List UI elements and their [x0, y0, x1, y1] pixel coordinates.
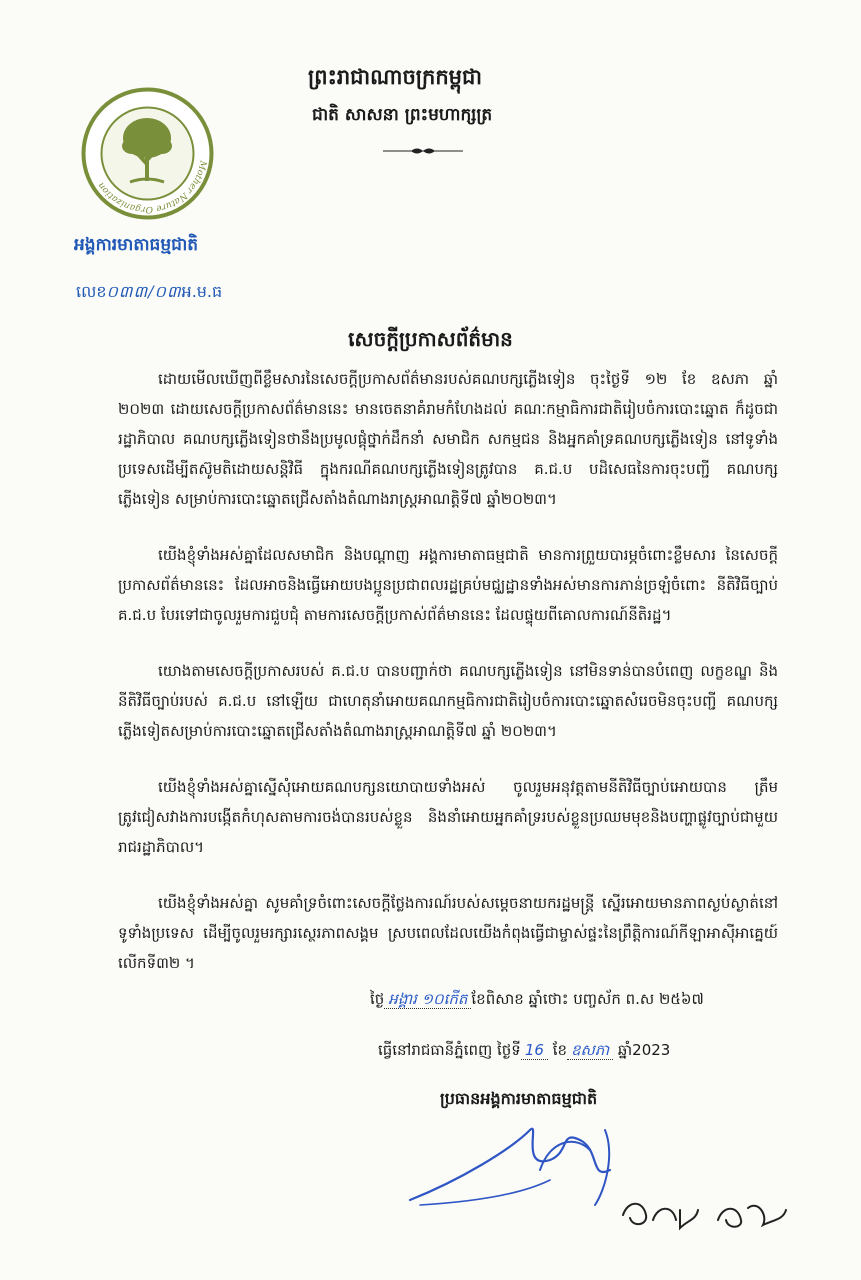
- lunar-date-line: [370, 990, 704, 1012]
- made-day: 16: [521, 1041, 548, 1060]
- document-body: [118, 364, 778, 1004]
- national-motto: ជាតិ សាសនា ព្រះមហាក្សត្រ: [312, 105, 493, 125]
- ref-prefix: លេខ: [76, 282, 107, 301]
- reference-number: [76, 281, 222, 305]
- paragraph-5: យើងខ្ញុំទាំងអស់គ្នា សូមគាំទ្រចំពោះសេចក្តីថ្លែងការណ៍របស់សម្តេចនាយករដ្ឋមន្ត្រី ស្នើរអោយមានភាពស្ងប់ស្ងាត់នៅទូទាំងប្រទេស ដើម្បីចូលរួមរក្សារស្ថេរភាពសង្គម ស្របពេលដែលយើងកំពុងធ្វើជាម្ចាស់ផ្ទះនៃព្រឹត្តិការណ៍កីឡាអាស៊ីអាគ្នេយ៍លើកទី៣២ ។: [118, 894, 778, 972]
- organization-logo-icon: [80, 86, 215, 221]
- ref-number: ០៣៣/០៣: [106, 282, 182, 301]
- paragraph-2: យើងខ្ញុំទាំងអស់គ្នាដែលសមាជិក និងបណ្តាញ អង្គការមាតាធម្មជាតិ មានការព្រួយបារម្ភចំពោះខ្លឹមសារ នៃសេចក្តីប្រកាសព័ត៌មាននេះ ដែលអាចនិងធ្វើអោយបងប្អូនប្រជាពលរដ្ឋគ្រប់មជ្ឈដ្ឋានទាំងអស់មានការភាន់ច្រឡំចំពោះ នីតិវិធីច្បាប់ គ.ជ.ប បែរទៅជាចូលរួមការជួបជុំ តាមការសេចក្តីប្រកាស់ព័ត៌មាននេះ ដែលផ្ទុយពីគោលការណ៍នីតិរដ្ឋ។: [118, 546, 778, 624]
- paragraph-4: យើងខ្ញុំទាំងអស់គ្នាស្នើសុំអោយគណបក្សនយោបាយទាំងអស់ ចូលរួមអនុវត្តតាមនីតិវិធីច្បាប់អោយបាន ត្រឹមត្រូវជៀសវាងការបង្កើតកំហុសតាមការចង់បានរបស់ខ្លួន និងនាំអោយអ្នកគាំទ្ររបស់ខ្លួនប្រឈមមុខនិងបញ្ហាផ្លូវច្បាប់ជាមួយរាជរដ្ឋាភិបាល។: [118, 778, 778, 856]
- made-year: ឆ្នាំ2023: [617, 1041, 671, 1059]
- signatory-title: ប្រធានអង្គការមាតាធម្មជាតិ: [440, 1089, 598, 1108]
- signatory-name-handwritten-icon: [618, 1190, 798, 1235]
- lunar-prefix: ថ្ងៃ: [370, 990, 385, 1008]
- lunar-day-fill: អង្គារ ១០កើត: [384, 990, 471, 1009]
- kingdom-heading: ព្រះរាជាណាចក្រកម្ពុជា: [308, 65, 483, 89]
- made-date-line: [378, 1041, 670, 1063]
- made-prefix: ធ្វើនៅរាជធានីភ្នំពេញ ថ្ងៃទី: [378, 1041, 521, 1059]
- made-month: ឧសភា: [567, 1041, 613, 1060]
- paragraph-3: យោងតាមសេចក្តីប្រកាសរបស់ គ.ជ.ប បានបញ្ជាក់ថា គណបក្សភ្លើងទៀន នៅមិនទាន់បានបំពេញ លក្ខខណ្ឌ និងនីតិវិធីច្បាប់របស់ គ.ជ.ប នៅឡើយ ជាហេតុនាំអោយគណកម្មធិការជាតិរៀបចំការបោះឆ្នោតសំរេចមិនចុះបញ្ជី គណបក្សភ្លើងទៀតសម្រាប់ការបោះឆ្នោតជ្រើសតាំងតំណាងរាស្ត្រអាណត្តិទី៧ ឆ្នាំ ២០២៣។: [118, 662, 778, 740]
- ornament-divider-icon: [383, 146, 463, 156]
- lunar-rest: ខែពិសាខ ឆ្នាំថោះ បញ្ចស័ក ព.ស ២៥៦៧: [471, 990, 704, 1008]
- document-title: សេចក្តីប្រកាសព័ត៌មាន: [348, 327, 513, 351]
- paragraph-1: ដោយមើលឃើញពីខ្លឹមសារនៃសេចក្តីប្រកាសព័ត៌មានរបស់គណបក្សភ្លើងទៀន ចុះថ្ងៃទី ១២ ខែ ឧសភា ឆ្នាំ ២០២៣ ដោយសេចក្តីប្រកាសព័ត៌មាននេះ មានចេតនាគំរាមកំហែងដល់ គណៈកម្មាធិការជាតិរៀបចំការបោះឆ្នោត ក៏ដូចជារដ្ឋាភិបាល គណបក្សភ្លើងទៀនថានឹងប្រមូលផ្តុំថ្នាក់ដឹកនាំ សមាជិក សកម្មជន និងអ្នកគាំទ្រគណបក្សភ្លើងទៀន នៅទូទាំងប្រទេសដើម្បីតស៊ូមតិដោយសន្តិវិធី ក្នុងករណីគណបក្សភ្លើងទៀនត្រូវបាន គ.ជ.ប បដិសេធនៃការចុះបញ្ជី គណបក្សភ្លើងទៀន សម្រាប់ការបោះឆ្នោតជ្រើសតាំងតំណាងរាស្ត្រអាណត្តិទី៧ ឆ្នាំ២០២៣។: [118, 370, 778, 508]
- svg-text:Mother Nature Organization: Mother Nature Organization: [96, 159, 208, 215]
- ref-suffix: អ.ម.ធ: [181, 282, 223, 301]
- made-month-label: ខែ: [552, 1041, 568, 1059]
- organization-name: អង្គការមាតាធម្មជាតិ: [74, 235, 199, 255]
